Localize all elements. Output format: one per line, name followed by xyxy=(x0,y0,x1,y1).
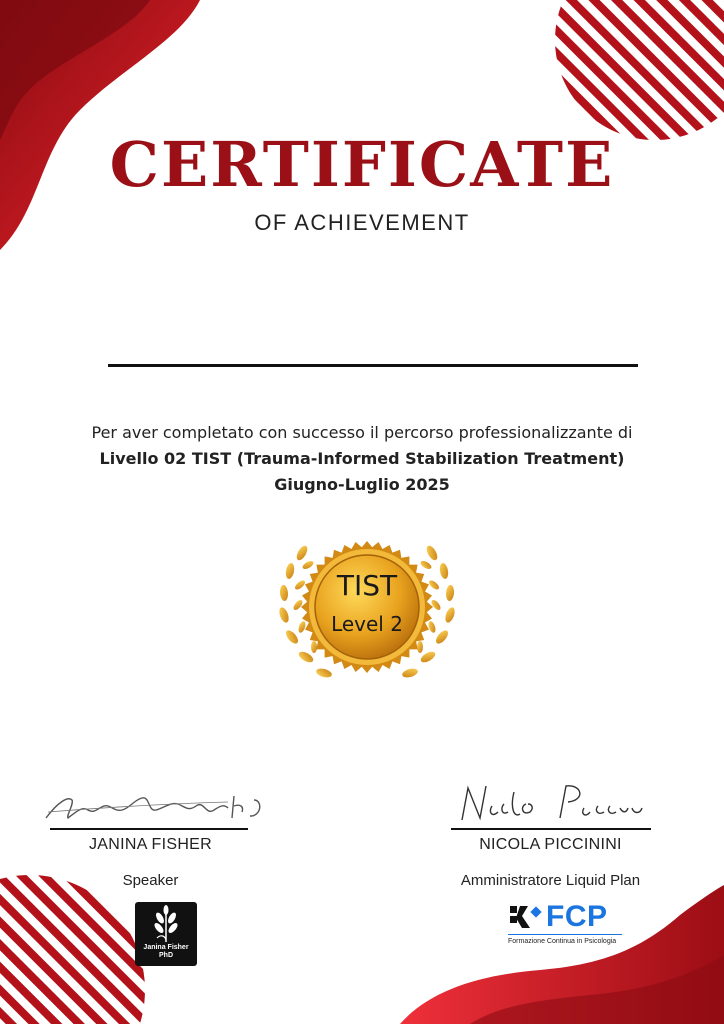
badge-line1: TIST xyxy=(336,569,398,602)
certificate-title: CERTIFICATE xyxy=(109,128,615,201)
course-period: Giugno-Luglio 2025 xyxy=(274,475,450,494)
top-right-striped-circle xyxy=(555,0,724,140)
description-text: Per aver completato con successo il percorso professionalizzante di xyxy=(91,423,633,442)
signature-block-left xyxy=(38,782,263,889)
signatory-role-right: Amministratore Liquid Plan xyxy=(460,872,641,889)
fcp-symbol-icon xyxy=(508,902,544,934)
bottom-left-striped-circle xyxy=(0,875,145,1024)
badge-line2: Level 2 xyxy=(331,612,403,636)
janina-logo-text: Janina Fisher xyxy=(143,944,189,951)
signatory-name-right: NICOLA PICCININI xyxy=(479,836,622,853)
recipient-name-line xyxy=(108,364,638,367)
signatory-name-left: JANINA FISHER xyxy=(88,836,213,853)
fcp-logo-subtitle: Formazione Continua in Psicologia xyxy=(508,938,617,945)
signature-janina-fisher xyxy=(38,782,263,828)
plant-icon xyxy=(135,904,197,946)
certificate-subtitle: OF ACHIEVEMENT xyxy=(254,210,470,235)
janina-logo-subtext: PhD xyxy=(159,952,173,959)
certificate-body xyxy=(0,420,724,498)
course-title: Livello 02 TIST (Trauma-Informed Stabilization Treatment) xyxy=(99,449,625,468)
fcp-logo-mark: FCP xyxy=(546,900,608,933)
signature-nicola-piccinini xyxy=(448,778,653,828)
signature-block-right xyxy=(448,778,653,889)
fcp-logo xyxy=(508,900,628,952)
tist-level-badge xyxy=(272,535,462,690)
signatory-role-left: Speaker xyxy=(122,872,179,889)
janina-fisher-logo xyxy=(135,902,197,966)
